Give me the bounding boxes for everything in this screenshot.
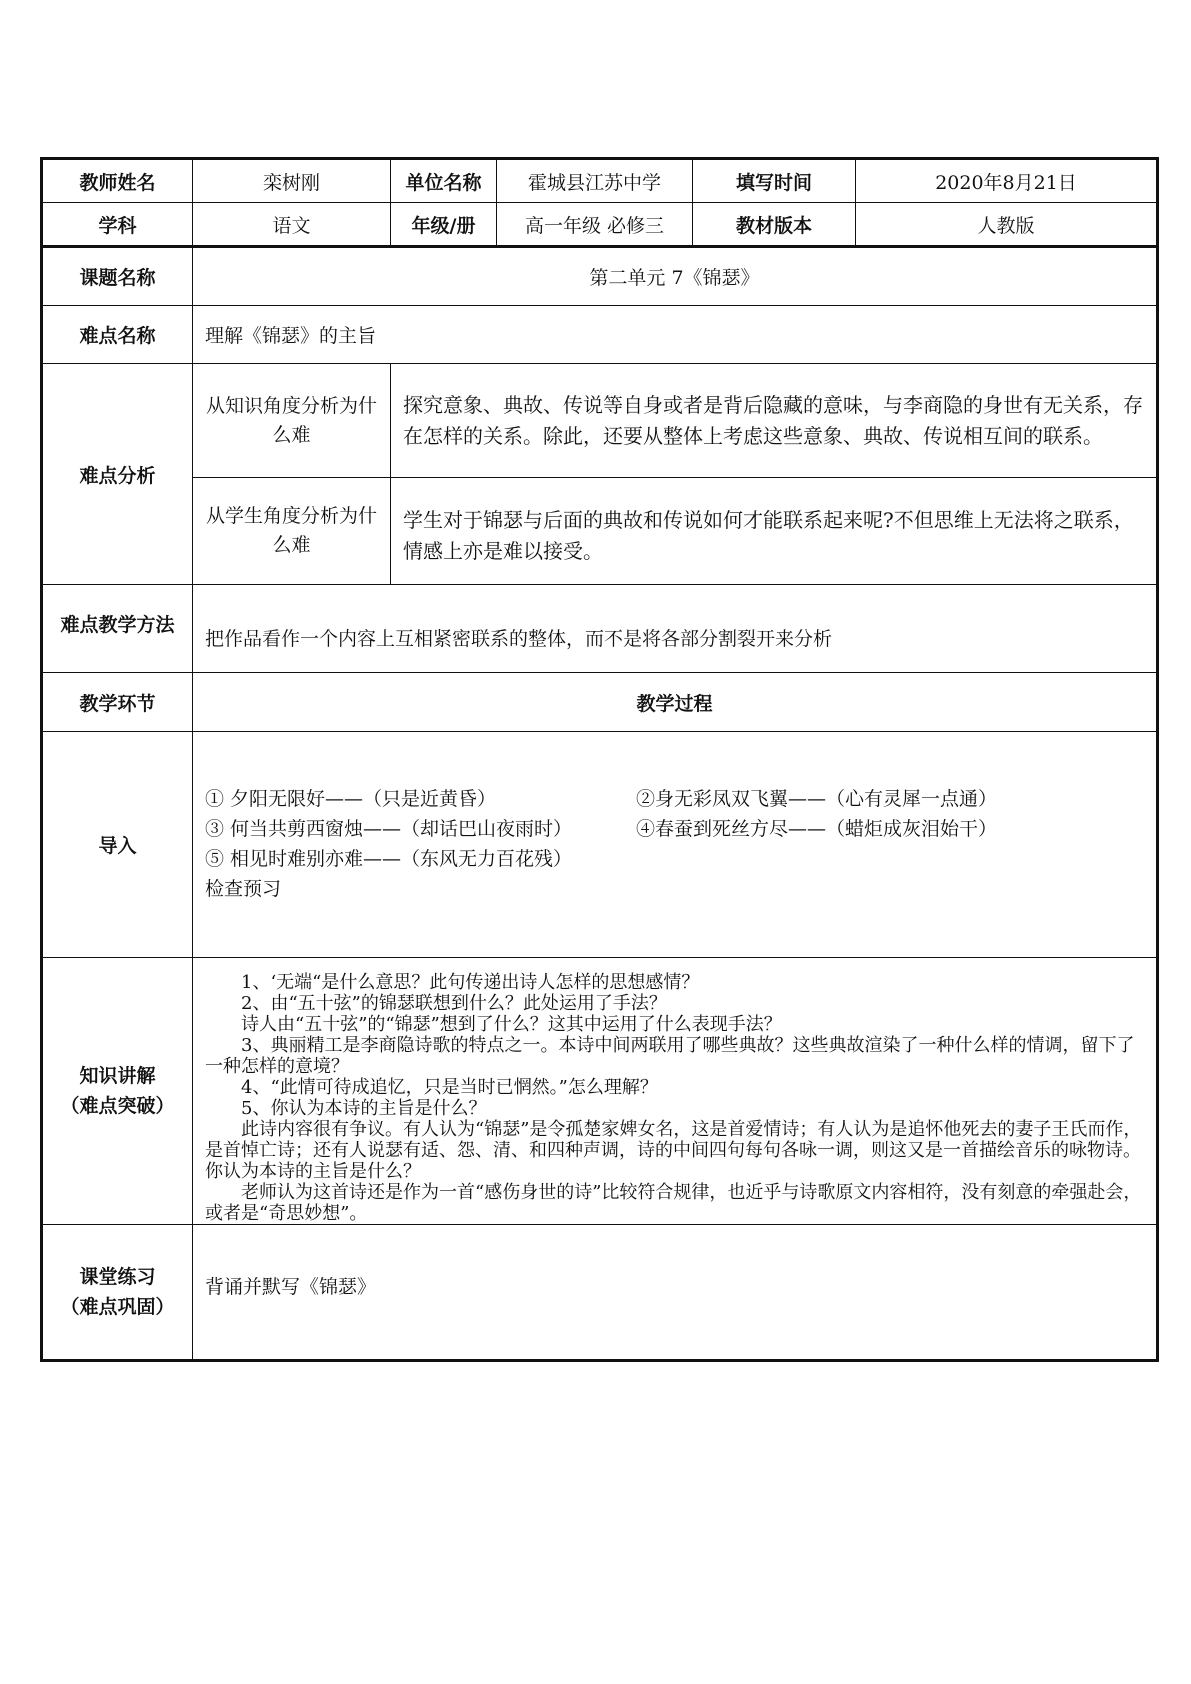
intro-item-2: ②身无彩凤双飞翼——（心有灵犀一点通） (636, 788, 998, 810)
topic-label: 课题名称 (42, 247, 193, 306)
process-label: 教学过程 (193, 673, 1158, 732)
knowledge-paragraph: 4、“此情可待成追忆，只是当时已惘然。”怎么理解？ (241, 1077, 658, 1098)
knowledge-paragraph: 2、由“五十弦”的锦瑟联想到什么？此处运用了手法？ (241, 993, 667, 1014)
intro-row (42, 732, 1158, 958)
date-label: 填写时间 (693, 159, 856, 203)
method-row (42, 585, 1158, 673)
grade-label: 年级/册 (391, 203, 497, 247)
lesson-plan-sheet (40, 157, 1156, 1362)
student-angle-label: 从学生角度分析为什么难 (193, 478, 391, 585)
lesson-plan-table (40, 157, 1159, 1362)
practice-label-line-1: 课堂练习 (79, 1266, 156, 1288)
intro-line-3 (205, 844, 1146, 874)
teacher-value: 栾树刚 (193, 159, 391, 203)
subject-value: 语文 (193, 203, 391, 247)
difficulty-name-row (42, 306, 1158, 364)
intro-item-6: 检查预习 (205, 878, 282, 900)
knowledge-paragraph: 诗人由“五十弦”的“锦瑟”想到了什么？这其中运用了什么表现手法？ (241, 1014, 782, 1035)
intro-line-2 (205, 814, 1146, 844)
knowledge-row (42, 958, 1158, 1225)
method-label: 难点教学方法 (42, 585, 193, 673)
intro-content (193, 732, 1158, 958)
intro-line-1 (205, 784, 1146, 814)
subject-label: 学科 (42, 203, 193, 247)
intro-item-5: ⑤ 相见时难别亦难——（东风无力百花残） (205, 848, 573, 870)
method-value: 把作品看作一个内容上互相紧密联系的整体，而不是将各部分割裂开来分析 (193, 585, 1158, 673)
intro-line-4 (205, 874, 1146, 904)
knowledge-paragraph: 1、‘无端“是什么意思？此句传递出诗人怎样的思想感情？ (241, 972, 700, 993)
analysis-student-row (42, 478, 1158, 585)
header-row-2 (42, 203, 1158, 247)
stage-label: 教学环节 (42, 673, 193, 732)
knowledge-content (193, 958, 1158, 1225)
topic-row (42, 247, 1158, 306)
unit-label: 单位名称 (391, 159, 497, 203)
knowledge-angle-label: 从知识角度分析为什么难 (193, 364, 391, 478)
difficulty-name-label: 难点名称 (42, 306, 193, 364)
knowledge-paragraph: 5、你认为本诗的主旨是什么？ (241, 1098, 487, 1119)
unit-value: 霍城县江苏中学 (497, 159, 693, 203)
knowledge-paragraph: 3、典丽精工是李商隐诗歌的特点之一。本诗中间两联用了哪些典故？这些典故渲染了一种什么样的情调，留下了一种怎样的意境？ (205, 1035, 1135, 1077)
analysis-label: 难点分析 (42, 364, 193, 585)
textbook-label: 教材版本 (693, 203, 856, 247)
practice-label (42, 1225, 193, 1361)
date-value: 2020年8月21日 (856, 159, 1158, 203)
knowledge-paragraph: 老师认为这首诗还是作为一首“感伤身世的诗”比较符合规律，也近乎与诗歌原文内容相符，没有刻意的牵强赴会，或者是“奇思妙想”。 (205, 1182, 1142, 1224)
intro-item-4: ④春蚕到死丝方尽——（蜡炬成灰泪始干） (636, 818, 998, 840)
teacher-label: 教师姓名 (42, 159, 193, 203)
grade-value: 高一年级 必修三 (497, 203, 693, 247)
student-angle-text: 学生对于锦瑟与后面的典故和传说如何才能联系起来呢?不但思维上无法将之联系，情感上亦是难以接受。 (391, 478, 1158, 585)
intro-label: 导入 (42, 732, 193, 958)
knowledge-angle-text: 探究意象、典故、传说等自身或者是背后隐藏的意味，与李商隐的身世有无关系，存在怎样的关系。除此，还要从整体上考虑这些意象、典故、传说相互间的联系。 (391, 364, 1158, 478)
intro-item-1: ① 夕阳无限好——（只是近黄昏） (205, 788, 497, 810)
knowledge-label-line-1: 知识讲解 (79, 1065, 156, 1087)
topic-value: 第二单元 7《锦瑟》 (193, 247, 1158, 306)
practice-row (42, 1225, 1158, 1361)
analysis-knowledge-row (42, 364, 1158, 478)
knowledge-label (42, 958, 193, 1225)
textbook-value: 人教版 (856, 203, 1158, 247)
header-row-1 (42, 159, 1158, 203)
knowledge-label-line-2: （难点突破） (60, 1095, 175, 1117)
process-header-row (42, 673, 1158, 732)
knowledge-paragraph: 此诗内容很有争议。有人认为“锦瑟”是令孤楚家婢女名，这是首爱情诗；有人认为是追怀他死去的妻子王氏而作，是首悼亡诗；还有人说瑟有适、怨、清、和四种声调，诗的中间四句每句各咏一调，则这又是一首描绘音乐的咏物诗。你认为本诗的主旨是什么？ (205, 1119, 1142, 1182)
intro-item-3: ③ 何当共剪西窗烛——（却话巴山夜雨时） (205, 818, 573, 840)
practice-label-line-2: （难点巩固） (60, 1296, 175, 1318)
difficulty-name-value: 理解《锦瑟》的主旨 (193, 306, 1158, 364)
practice-value: 背诵并默写《锦瑟》 (193, 1225, 1158, 1361)
